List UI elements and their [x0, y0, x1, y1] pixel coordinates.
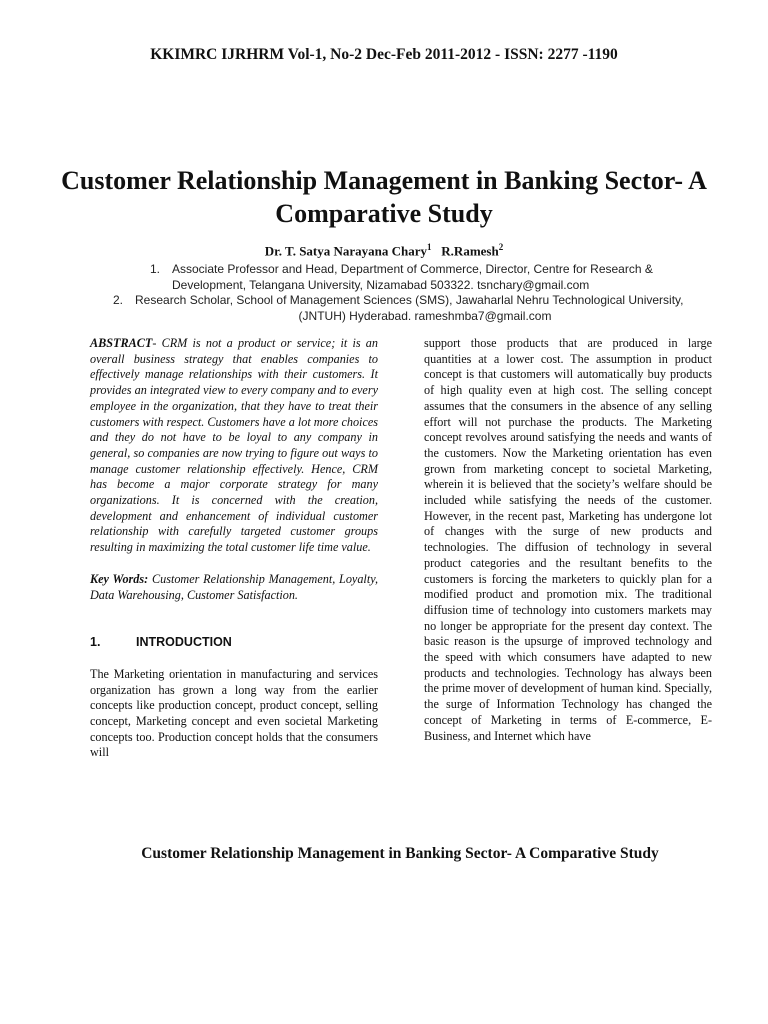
keywords — [90, 572, 378, 603]
right-column — [424, 336, 712, 744]
journal-header: KKIMRC IJRHRM Vol-1, No-2 Dec-Feb 2011-2012 - ISSN: 2277 -1190 — [150, 46, 618, 63]
affiliation-1-line-2: Development, Telangana University, Nizamabad 503322. tsnchary@gmail.com — [172, 278, 590, 292]
affiliation-2-number: 2. — [113, 293, 124, 307]
author-2-name: R.Ramesh — [441, 243, 499, 259]
author-1-superscript: 1 — [427, 242, 432, 252]
footer-title: Customer Relationship Management in Banking Sector- A Comparative Study — [141, 845, 659, 862]
keywords-text: Customer Relationship Management, Loyalty, Data Warehousing, Customer Satisfaction. — [90, 571, 378, 602]
affiliation-2-line-2: (JNTUH) Hyderabad. rameshmba7@gmail.com — [298, 309, 552, 323]
abstract-label: ABSTRACT — [90, 336, 153, 350]
section-number: 1. — [90, 635, 101, 650]
keywords-label: Key Words: — [90, 571, 149, 586]
affiliation-1 — [150, 261, 692, 293]
affiliation-1-number: 1. — [150, 262, 161, 276]
section-heading-introduction — [90, 635, 378, 651]
affiliation-2-line-1: Research Scholar, School of Management Sciences (SMS), Jawaharlal Nehru Technological University, — [135, 293, 684, 307]
section-title: INTRODUCTION — [136, 635, 232, 650]
affiliation-2 — [113, 292, 715, 324]
affiliation-1-line-1: Associate Professor and Head, Department of Commerce, Director, Centre for Research & — [172, 262, 653, 276]
author-line — [0, 242, 768, 259]
author-2-superscript: 2 — [498, 242, 504, 252]
abstract — [90, 336, 378, 556]
paper-title: Customer Relationship Management in Banking Sector- A Comparative Study — [61, 166, 707, 228]
right-column-paragraph: support those products that are produced in large quantities at a lower cost. The assumption in product concept is that customers will automatically buy products of high quality even at high cost. The selling concept assumes that the consumers in the absence of any selling effort will not purchase the products. The Marketing concept revolves around satisfying the needs and wants of the customers. Now the Marketing orientation has even grown from marketing concept to societal Marketing, wherein it is believed that the society’s welfare should be included while satisfying the needs of the customer. However, in the recent past, Marketing has undergone lot of changes with the surge of new products and technologies. The diffusion of technology in several product categories and the resultant benefits to the customers is forcing the marketers to quickly plan for a modified product and promotion mix. The traditional diffusion time of technology into customers markets may no longer be appropriate for the present day context. The basic reason is the upsurge of improved technology and the speed with which consumers have adapted to new products and technologies. Technology has always been the prime mover of development of human kind. Specially, the surge of Information Technology has changed the concept of Marketing in terms of E-commerce, E-Business, and Internet which have — [424, 336, 712, 743]
left-column — [90, 336, 378, 761]
author-1-name: Dr. T. Satya Narayana Chary — [264, 243, 428, 259]
abstract-text: - CRM is not a product or service; it is an overall business strategy that enables companies to effectively manage relationships with their customers. It provides an integrated view to every company and to every employee in the organization, that they have to treat their customers with respect. Customers have a lot more choices and they do not have to be loyal to any company in general, so companies are now trying to figure out ways to manage customer relationship effectively. Hence, CRM has become a major corporate strategy for many organizations. It is concerned with the creation, development and enhancement of individual customer relationship with carefully targeted customer groups resulting in maximizing the total customer life time value. — [90, 336, 378, 555]
introduction-paragraph: The Marketing orientation in manufacturing and services organization has grown a long way from the earlier concepts like production concept, product concept, selling concept, Marketing concept and even societal Marketing concepts too. Production concept holds that the consumers will — [90, 666, 378, 760]
